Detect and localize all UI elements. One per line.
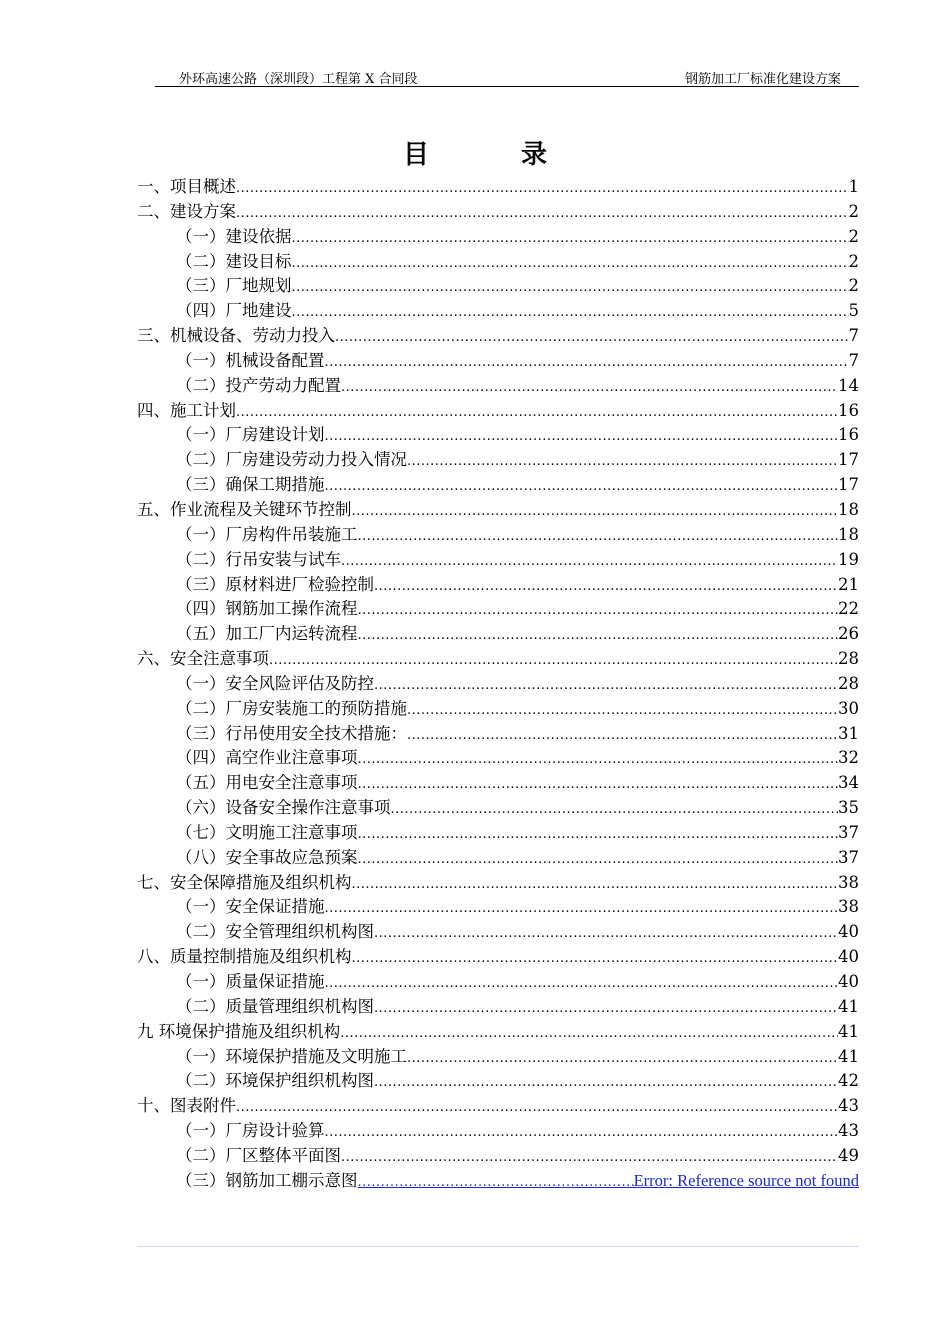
toc-entry[interactable] (137, 945, 859, 970)
toc-entry-error-reference[interactable]: Error: Reference source not found (633, 1170, 859, 1190)
toc-dot-leader (352, 873, 839, 898)
toc-dot-leader (358, 624, 839, 649)
toc-dot-leader (325, 475, 839, 500)
toc-entry[interactable] (137, 548, 859, 573)
toc-entry-page-number: 2 (848, 276, 859, 296)
toc-entry-title: （一）建设依据 (176, 226, 292, 246)
toc-dot-leader (236, 202, 849, 227)
toc-entry-title: （二）建设目标 (176, 251, 292, 271)
toc-entry[interactable] (137, 597, 859, 622)
header-document-title: 钢筋加工厂标准化建设方案 (684, 72, 841, 87)
toc-entry-title: （三）钢筋加工棚示意图 (176, 1170, 358, 1190)
toc-dot-leader (292, 301, 849, 326)
toc-entry[interactable] (137, 225, 859, 250)
toc-title (0, 134, 950, 171)
toc-entry-page-number: 18 (838, 499, 859, 519)
toc-entry[interactable] (137, 498, 859, 523)
toc-dot-leader (374, 575, 838, 600)
toc-entry[interactable] (137, 473, 859, 498)
toc-entry-title: 九 环境保护措施及组织机构 (137, 1021, 341, 1041)
toc-entry-page-number: 16 (838, 400, 859, 420)
toc-dot-leader (335, 326, 849, 351)
toc-entry-title: （八）安全事故应急预案 (176, 847, 358, 867)
toc-dot-leader (341, 376, 838, 401)
toc-entry[interactable] (137, 622, 859, 647)
toc-entry[interactable] (137, 871, 859, 896)
page-header (155, 66, 859, 87)
toc-entry-title: （一）安全保证措施 (176, 897, 325, 917)
toc-entry-title: （四）钢筋加工操作流程 (176, 599, 358, 619)
toc-dot-leader (374, 997, 838, 1022)
toc-entry-title: （二）厂房安装施工的预防措施 (176, 698, 407, 718)
toc-entry-title: （二）投产劳动力配置 (176, 375, 341, 395)
toc-entry[interactable] (137, 448, 859, 473)
toc-entry-page-number: 5 (848, 301, 859, 321)
toc-entry-page-number: 34 (838, 773, 859, 793)
toc-entry[interactable] (137, 1169, 859, 1194)
toc-entry-title: 八、质量控制措施及组织机构 (137, 947, 352, 967)
toc-entry-page-number: 2 (848, 201, 859, 221)
toc-entry[interactable] (137, 796, 859, 821)
toc-dot-leader (374, 922, 838, 947)
toc-dot-leader (374, 674, 838, 699)
toc-dot-leader (325, 897, 839, 922)
toc-entry-title: （五）加工厂内运转流程 (176, 624, 358, 644)
header-project-name: 外环高速公路（深圳段）工程第 X 合同段 (179, 72, 418, 87)
toc-entry-page-number: 32 (838, 748, 859, 768)
toc-dot-leader (407, 450, 838, 475)
toc-entry[interactable] (137, 1094, 859, 1119)
toc-dot-leader (358, 823, 839, 848)
toc-entry-page-number: 37 (838, 847, 859, 867)
toc-entry-page-number: 28 (838, 673, 859, 693)
toc-entry[interactable] (137, 523, 859, 548)
toc-entry-page-number: 43 (838, 1121, 859, 1141)
toc-dot-leader (341, 550, 838, 575)
toc-entry-title: （四）高空作业注意事项 (176, 748, 358, 768)
toc-dot-leader (407, 699, 838, 724)
toc-entry[interactable] (137, 1069, 859, 1094)
toc-dot-leader (325, 425, 839, 450)
toc-dot-leader (269, 649, 838, 674)
toc-entry-page-number: 22 (838, 599, 859, 619)
toc-entry-page-number: 18 (838, 524, 859, 544)
toc-entry-page-number: 38 (838, 897, 859, 917)
toc-entry[interactable] (137, 200, 859, 225)
toc-entry[interactable] (137, 1119, 859, 1144)
toc-dot-leader (391, 798, 839, 823)
toc-dot-leader (292, 276, 849, 301)
toc-entry-page-number: 40 (838, 922, 859, 942)
toc-entry-page-number: 1 (848, 177, 859, 196)
toc-entry[interactable] (137, 697, 859, 722)
toc-entry[interactable] (137, 374, 859, 399)
toc-entry[interactable] (137, 672, 859, 697)
toc-entry-page-number: 40 (838, 947, 859, 967)
toc-entry-title: （七）文明施工注意事项 (176, 822, 358, 842)
toc-dot-leader (292, 227, 849, 252)
toc-entry-page-number: 26 (838, 624, 859, 644)
toc-entry[interactable] (137, 175, 859, 200)
toc-entry[interactable] (137, 250, 859, 275)
toc-entry[interactable] (137, 821, 859, 846)
toc-title-char-1: 目 (402, 140, 429, 170)
toc-entry-page-number: 38 (838, 872, 859, 892)
toc-title-char-2: 录 (521, 140, 548, 170)
toc-entry-title: （四）厂地建设 (176, 301, 292, 321)
toc-dot-leader (358, 848, 839, 873)
toc-entry-page-number: 43 (838, 1096, 859, 1116)
toc-entry[interactable] (137, 895, 859, 920)
toc-entry-page-number: 30 (838, 698, 859, 718)
toc-entry-page-number: 37 (838, 822, 859, 842)
toc-entry[interactable] (137, 771, 859, 796)
toc-dot-leader (358, 748, 839, 773)
toc-entry-title: （二）厂房建设劳动力投入情况 (176, 450, 407, 470)
toc-entry-title: （三）厂地规划 (176, 276, 292, 296)
toc-entry-page-number: 21 (838, 574, 859, 594)
toc-entry[interactable] (137, 399, 859, 424)
toc-entry[interactable] (137, 647, 859, 672)
toc-dot-leader (358, 525, 839, 550)
toc-dot-leader (374, 1071, 838, 1096)
toc-entry-page-number: 2 (848, 251, 859, 271)
toc-entry[interactable] (137, 274, 859, 299)
toc-entry-title: 五、作业流程及关键环节控制 (137, 499, 352, 519)
toc-entry-title: 十、图表附件 (137, 1096, 236, 1116)
toc-entry[interactable] (137, 1045, 859, 1070)
toc-entry[interactable] (137, 1144, 859, 1169)
toc-entry-title: （三）行吊使用安全技术措施： (176, 723, 407, 743)
toc-entry[interactable] (137, 722, 859, 747)
toc-dot-leader (352, 500, 839, 525)
toc-entry-title: （一）厂房建设计划 (176, 425, 325, 445)
toc-entry[interactable] (137, 324, 859, 349)
toc-entry-page-number: 14 (838, 375, 859, 395)
toc-entry-title: （五）用电安全注意事项 (176, 773, 358, 793)
toc-entry[interactable] (137, 995, 859, 1020)
toc-entry-title: （三）原材料进厂检验控制 (176, 574, 374, 594)
toc-entry-title: （六）设备安全操作注意事项 (176, 798, 391, 818)
toc-dot-leader (407, 724, 838, 749)
toc-entry-page-number: 49 (838, 1145, 859, 1165)
toc-entry-page-number: 2 (848, 226, 859, 246)
toc-entry-page-number: 16 (838, 425, 859, 445)
toc-dot-leader (407, 1047, 838, 1072)
toc-entry-page-number: 7 (848, 326, 859, 346)
toc-entry-title: （一）安全风险评估及防控 (176, 673, 374, 693)
toc-entry-title: （一）厂房设计验算 (176, 1121, 325, 1141)
toc-dot-leader (325, 972, 839, 997)
toc-dot-leader (341, 1146, 838, 1171)
toc-entry-page-number: 41 (838, 996, 859, 1016)
toc-entry-title: （二）安全管理组织机构图 (176, 922, 374, 942)
toc-dot-leader (292, 252, 849, 277)
toc-dot-leader (236, 177, 849, 202)
toc-entry[interactable] (137, 920, 859, 945)
toc-entry-page-number: 41 (838, 1046, 859, 1066)
toc-entry[interactable] (137, 846, 859, 871)
toc-entry[interactable] (137, 970, 859, 995)
toc-dot-leader (236, 1096, 838, 1121)
toc-entry[interactable] (137, 299, 859, 324)
toc-entry-page-number: 31 (838, 723, 859, 743)
table-of-contents (137, 175, 859, 1194)
toc-entry-title: 七、安全保障措施及组织机构 (137, 872, 352, 892)
toc-entry[interactable] (137, 746, 859, 771)
toc-entry[interactable] (137, 349, 859, 374)
toc-entry-page-number: 17 (838, 475, 859, 495)
toc-dot-leader (358, 773, 839, 798)
toc-entry-title: （二）质量管理组织机构图 (176, 996, 374, 1016)
toc-entry-title: 二、建设方案 (137, 201, 236, 221)
toc-dot-leader (325, 1121, 839, 1146)
toc-entry-title: （一）环境保护措施及文明施工 (176, 1046, 407, 1066)
toc-entry-page-number: 17 (838, 450, 859, 470)
toc-entry-title: 三、机械设备、劳动力投入 (137, 326, 335, 346)
toc-entry-page-number: 42 (838, 1071, 859, 1091)
toc-entry-title: （二）行吊安装与试车 (176, 549, 341, 569)
toc-entry[interactable] (137, 1020, 859, 1045)
toc-entry[interactable] (137, 423, 859, 448)
toc-dot-leader (358, 1171, 634, 1196)
toc-entry-title: （三）确保工期措施 (176, 475, 325, 495)
toc-entry-title: （二）厂区整体平面图 (176, 1145, 341, 1165)
toc-entry-title: 一、项目概述 (137, 177, 236, 196)
toc-entry-title: 四、施工计划 (137, 400, 236, 420)
toc-entry-title: 六、安全注意事项 (137, 649, 269, 669)
toc-entry-title: （一）质量保证措施 (176, 972, 325, 991)
toc-dot-leader (358, 599, 839, 624)
toc-entry-title: （一）厂房构件吊装施工 (176, 524, 358, 544)
footer-rule (137, 1246, 859, 1247)
toc-dot-leader (236, 401, 838, 426)
toc-dot-leader (325, 351, 849, 376)
toc-dot-leader (340, 1022, 838, 1047)
toc-entry-page-number: 7 (848, 350, 859, 370)
toc-entry-page-number: 19 (838, 549, 859, 569)
toc-entry-page-number: 41 (838, 1021, 859, 1041)
toc-entry-page-number: 28 (838, 649, 859, 669)
toc-entry-page-number: 35 (838, 798, 859, 818)
toc-entry[interactable] (137, 573, 859, 598)
toc-entry-page-number: 40 (838, 972, 859, 991)
toc-dot-leader (352, 947, 839, 972)
toc-entry-title: （二）环境保护组织机构图 (176, 1071, 374, 1091)
toc-entry-title: （一）机械设备配置 (176, 350, 325, 370)
